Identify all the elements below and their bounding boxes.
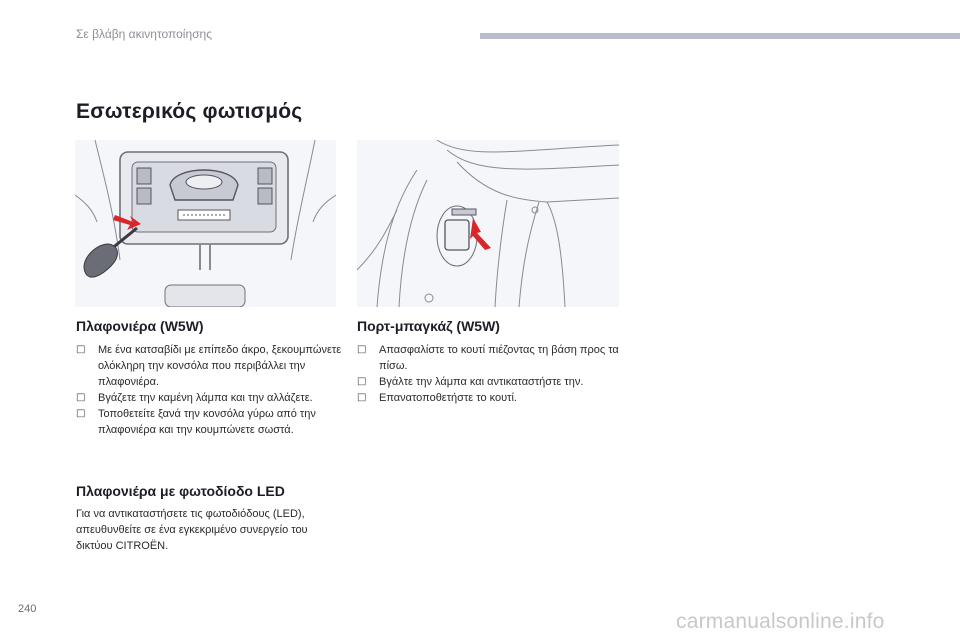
bullet-check-icon: □	[357, 344, 367, 355]
list-item: □ Βγάζετε την καμένη λάμπα και την αλλάζετε.	[76, 392, 313, 404]
boot-lamp-steps	[357, 342, 627, 406]
boot-lamp-drawing	[357, 140, 619, 307]
bullet-check-icon: □	[357, 376, 367, 387]
page-title: Εσωτερικός φωτισμός	[76, 100, 303, 123]
list-item: □ Τοποθετείτε ξανά την κονσόλα γύρω από την πλαφονιέρα και την κουμπώνετε σωστά.	[76, 408, 316, 436]
list-item: □ Απασφαλίστε το κουτί πιέζοντας τη βάση προς τα πίσω.	[357, 344, 619, 372]
bullet-check-icon: □	[76, 344, 86, 355]
boot-lamp-heading: Πορτ-μπαγκάζ (W5W)	[357, 318, 500, 334]
led-lamp-heading: Πλαφονιέρα με φωτοδίοδο LED	[76, 483, 285, 499]
list-item: □ Με ένα κατσαβίδι με επίπεδο άκρο, ξεκουμπώνετε ολόκληρη την κονσόλα που περιβάλλει την πλαφονιέρα.	[76, 344, 342, 388]
watermark: carmanualsonline.info	[676, 610, 885, 633]
page-number: 240	[18, 603, 37, 615]
led-lamp-text: Για να αντικαταστήσετε τις φωτοδιόδους (LED), απευθυνθείτε σε ένα εγκεκριμένο συνεργείο του δικτύου CITROËN.	[76, 508, 308, 552]
list-item: □ Βγάλτε την λάμπα και αντικαταστήστε την.	[357, 376, 584, 388]
header-bar	[480, 33, 960, 39]
bullet-check-icon: □	[357, 392, 367, 403]
screwdriver-icon	[84, 228, 137, 277]
ceiling-lamp-heading: Πλαφονιέρα (W5W)	[76, 318, 204, 334]
boot-lamp-illustration	[357, 140, 619, 307]
list-item: □ Επανατοποθετήστε το κουτί.	[357, 392, 517, 404]
arrow-icon-boot	[470, 218, 491, 250]
ceiling-lamp-drawing	[75, 140, 336, 307]
ceiling-lamp-illustration	[75, 140, 336, 307]
chapter-title: Σε βλάβη ακινητοποίησης	[76, 27, 213, 41]
bullet-check-icon: □	[76, 408, 86, 419]
bullet-check-icon: □	[76, 392, 86, 403]
ceiling-lamp-steps	[76, 342, 346, 438]
